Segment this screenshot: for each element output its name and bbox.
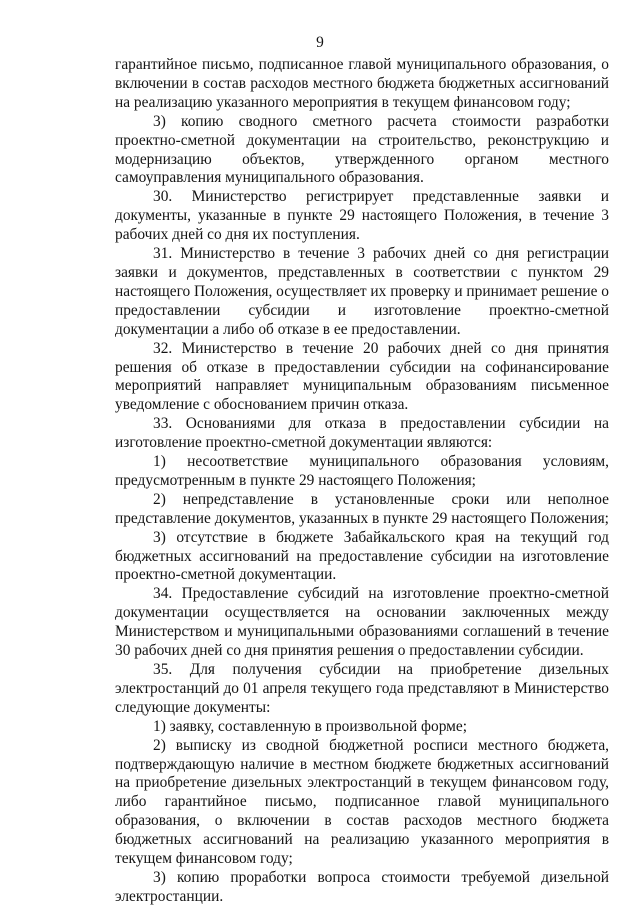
paragraph: 3) копию сводного сметного расчета стоимости разработки проектно-сметной документации на строительство, реконструкцию и модернизацию объектов, утвержденного органом местного самоуправления муниципального образования. — [115, 112, 609, 187]
paragraph: 2) выписку из сводной бюджетной росписи местного бюджета, подтверждающую наличие в местном бюджете бюджетных ассигнований на приобретение дизельных электростанций в текущем финансовом году, либо гарантийное письмо, подписанное главой муниципального образования, о включении в состав расходов местного бюджета бюджетных ассигнований на реализацию указанного мероприятия в текущем финансовом году; — [115, 736, 609, 868]
paragraph-item-30: 30. Министерство регистрирует представленные заявки и документы, указанные в пункте 29 настоящего Положения, в течение 3 рабочих дней со дня их поступления. — [115, 188, 609, 244]
paragraph-item-31: 31. Министерство в течение 3 рабочих дней со дня регистрации заявки и документов, представленных в соответствии с пунктом 29 настоящего Положения, осуществляет их проверку и принимает решение о предоставлении субсидии и изготовление проектно-сметной документации а либо об отказе в ее предоставлении. — [115, 245, 609, 338]
paragraph: 1) заявку, составленную в произвольной форме; — [153, 717, 468, 735]
paragraph-item-35: 35. Для получения субсидии на приобретение дизельных электростанций до 01 апреля текущего года представляют в Министерство следующие документы: — [115, 661, 609, 716]
document-body — [115, 56, 609, 907]
page-number: 9 — [316, 34, 324, 51]
paragraph: 3) отсутствие в бюджете Забайкальского края на текущий год бюджетных ассигнований на предоставление субсидии на изготовление проектно-сметной документации. — [115, 528, 609, 584]
paragraph-item-33: 33. Основаниями для отказа в предоставлении субсидии на изготовление проектно-сметной документации являются: — [115, 415, 609, 452]
paragraph-item-34: 34. Предоставление субсидий на изготовление проектно-сметной документации осуществляется на основании заключенных между Министерством и муниципальными образованиями соглашений в течение 30 рабочих дней со дня принятия решения о предоставлении субсидии. — [115, 585, 609, 660]
paragraph: 1) несоответствие муниципального образования условиям, предусмотренным в пункте 29 настоящего Положения; — [115, 453, 609, 489]
paragraph: 3) копию проработки вопроса стоимости требуемой дизельной электростанции. — [115, 868, 609, 905]
paragraph-item-32: 32. Министерство в течение 20 рабочих дней со дня принятия решения об отказе в предоставлении субсидии на софинансирование мероприятий направляет муниципальным образованиям письменное уведомление с обоснованием причин отказа. — [115, 339, 609, 414]
paragraph: 2) непредставление в установленные сроки или неполное представление документов, указанных в пункте 29 настоящего Положения; — [115, 490, 609, 527]
paragraph: гарантийное письмо, подписанное главой муниципального образования, о включении в состав расходов местного бюджета бюджетных ассигнований на реализацию указанного мероприятия в текущем финансовом году; — [115, 56, 609, 111]
